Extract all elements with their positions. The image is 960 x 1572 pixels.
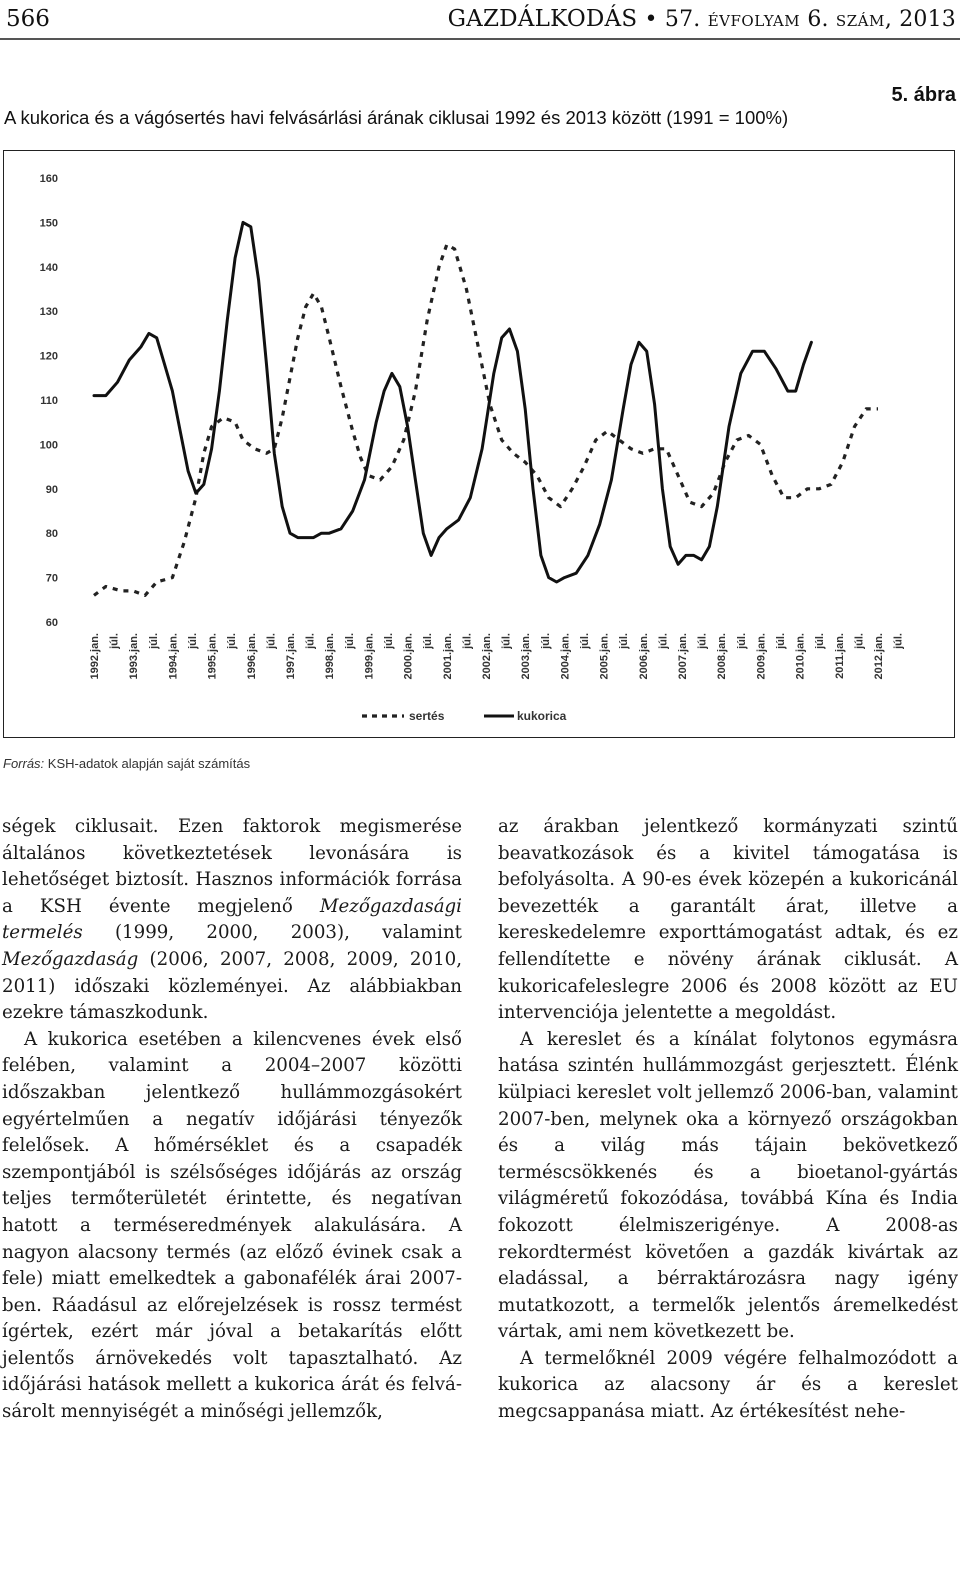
x-tick-label: 2006.jan. — [637, 633, 650, 680]
x-tick-label: júl. — [657, 633, 670, 649]
x-tick-label: júl. — [500, 633, 513, 649]
x-tick-label: júl. — [304, 633, 317, 649]
y-tick-label: 120 — [39, 350, 58, 363]
y-tick-label: 130 — [39, 306, 58, 319]
y-tick-label: 70 — [45, 572, 58, 585]
x-tick-label: 1996.jan. — [245, 633, 258, 680]
header-separator: • — [644, 7, 658, 32]
running-header — [0, 4, 960, 40]
x-tick-label: júl. — [775, 633, 787, 649]
x-tick-label: 2009.jan. — [755, 633, 768, 680]
source-text: KSH-adatok alapján saját számítás — [44, 756, 251, 771]
y-tick-label: 110 — [40, 395, 58, 407]
right-text-column — [498, 814, 958, 1426]
x-tick-label: 2002.jan. — [481, 633, 493, 680]
x-tick-label: 1994.jan. — [167, 633, 180, 680]
y-tick-label: 80 — [45, 528, 58, 541]
x-tick-label: 2010.jan. — [794, 633, 807, 680]
figure-title: A kukorica és a vágósertés havi felvásárlási árának ciklusai 1992 és 2013 között (1991 = 100%) — [4, 107, 789, 128]
y-tick-label: 140 — [39, 261, 58, 274]
x-tick-label: júl. — [265, 633, 278, 649]
journal-name: GAZDÁLKODÁS — [447, 6, 638, 32]
series-line-maize — [94, 222, 811, 582]
x-tick-label: júl. — [147, 633, 160, 649]
y-tick-label: 60 — [45, 617, 58, 629]
x-tick-label: 2007.jan. — [677, 633, 689, 680]
y-tick-label: 160 — [39, 173, 58, 185]
legend-label-pork: sertés — [409, 709, 445, 723]
left-column-paragraph-1: ségek ciklusait. Ezen faktorok megismerése általános következtetések levonására is lehetőséget biztosít. Hasznos információk forrása a KSH évente megjelenő Mezőgazdasági termelés (1999, 2000, 2003), valamint Mezőgazdaság (2006, 2007, 2008, 2009, 2010, 2011) időszaki közleményei. Az alábbiakban ezekre támaszkodunk. — [2, 816, 462, 1024]
x-tick-label: 1993.jan. — [128, 633, 141, 680]
volume-number: 57. — [664, 7, 701, 32]
x-tick-label: júl. — [226, 633, 239, 649]
x-tick-label: 2001.jan. — [441, 633, 454, 680]
journal-info — [448, 6, 956, 32]
x-tick-label: 2004.jan. — [559, 633, 572, 680]
x-tick-label: júl. — [814, 633, 827, 649]
x-tick-label: júl. — [343, 633, 356, 649]
left-column-paragraph-2: A kukorica esetében a kilencvenes évek első felében, valamint a 2004–2007 közötti időszakban jelentkező hullámmozgásokért egyértelműen a negatív időjárási tényezők felelősek. A hőmérséklet és a csapadék szempontjából is szélsőséges időjárás az ország teljes termőterületét érintette, és negatívan hatott a terméseredmények alakulására. A nagyon alacsony termés (az előző évinek csak a fele) miatt emelkedtek a gabonafélék árai 2007-ben. Ráadásul az előrejelzések is rossz termést ígértek, ezért már jóval a betakarítás előtt jelentős árnövekedés volt tapasztalható. Az időjárási hatások mellett a kukorica árát és felvásárolt mennyiségét a minőségi jellemzők, — [2, 1028, 462, 1423]
x-tick-label: júl. — [539, 633, 552, 649]
right-column-paragraph-1: az árakban jelentkező kormányzati szintű beavatkozások és a kivitel támogatása is befolyásolta. A 90-es évek közepén a kukoricánál bevezették a garantált árat, illetve a kereskedelemre exporttámogatást adtak, és ez fellendítette e növény árának ciklusát. A kukoricafeleslegre 2006 és 2008 között az EU intervenciója jelentette a megoldást. — [498, 816, 958, 1024]
right-column-paragraph-2: A kereslet és a kínálat folytonos egymásra hatása szintén hullámmozgást gerjesztett. Élénk külpiaci kereslet volt jellemző 2006-ban, valamint 2007-ben, melynek oka a környező országokban és a világ más tájain bekövetkező terméscsökkenés és a bioetanol-gyártás világméretű fokozódása, továbbá Kína és India fokozott élelmiszerigénye. A 2008-as rekordtermést követően a gazdák kivártak az eladással, a bérraktározásra nagy igény mutatkozott, a termelők jelentős áremelkedést vártak, ami nem következett be. — [498, 1028, 958, 1343]
x-tick-label: júl. — [422, 633, 435, 649]
x-tick-label: júl. — [383, 633, 395, 649]
x-tick-label: 2012.jan. — [873, 633, 885, 680]
x-tick-label: júl. — [579, 633, 591, 649]
issue-number: 6. — [807, 7, 829, 32]
left-text-column — [2, 814, 462, 1426]
year: , 2013 — [884, 7, 956, 32]
figure-source — [3, 756, 250, 771]
right-column-paragraph-3: A termelőknél 2009 végére felhalmozódott a kukorica az alacsony ár és a kereslet megcsappanása miatt. Az értékesítést nehe- — [498, 1347, 958, 1423]
x-tick-label: 2005.jan. — [598, 633, 611, 680]
x-tick-label: 1995.jan. — [206, 633, 219, 680]
volume-word: ÉVFOLYAM — [707, 12, 801, 30]
x-tick-label: 1997.jan. — [285, 633, 297, 680]
y-tick-label: 90 — [45, 483, 58, 496]
x-tick-label: 1992.jan. — [89, 633, 101, 680]
x-tick-label: 1998.jan. — [324, 633, 337, 680]
line-chart — [4, 151, 956, 739]
x-tick-label: 2003.jan. — [520, 633, 533, 680]
x-tick-label: júl. — [735, 633, 748, 649]
source-label: Forrás: — [3, 756, 45, 771]
y-tick-label: 100 — [39, 439, 58, 452]
issue-word: SZÁM — [835, 12, 885, 30]
page-number: 566 — [6, 6, 50, 32]
x-tick-label: 2011.jan. — [833, 633, 846, 679]
x-tick-label: júl. — [853, 633, 866, 649]
x-tick-label: júl. — [892, 633, 905, 649]
chart-frame — [3, 150, 955, 738]
x-tick-label: júl. — [618, 633, 631, 649]
figure-label: 5. ábra — [891, 84, 956, 106]
x-tick-label: júl. — [187, 633, 199, 649]
legend-label-maize: kukorica — [517, 709, 567, 723]
x-tick-label: júl. — [696, 633, 709, 649]
x-tick-label: 2000.jan. — [402, 633, 415, 680]
x-tick-label: júl. — [108, 633, 121, 649]
x-tick-label: 1999.jan. — [363, 633, 376, 680]
x-tick-label: 2008.jan. — [716, 633, 729, 680]
x-tick-label: júl. — [461, 633, 474, 649]
y-tick-label: 150 — [39, 217, 58, 230]
